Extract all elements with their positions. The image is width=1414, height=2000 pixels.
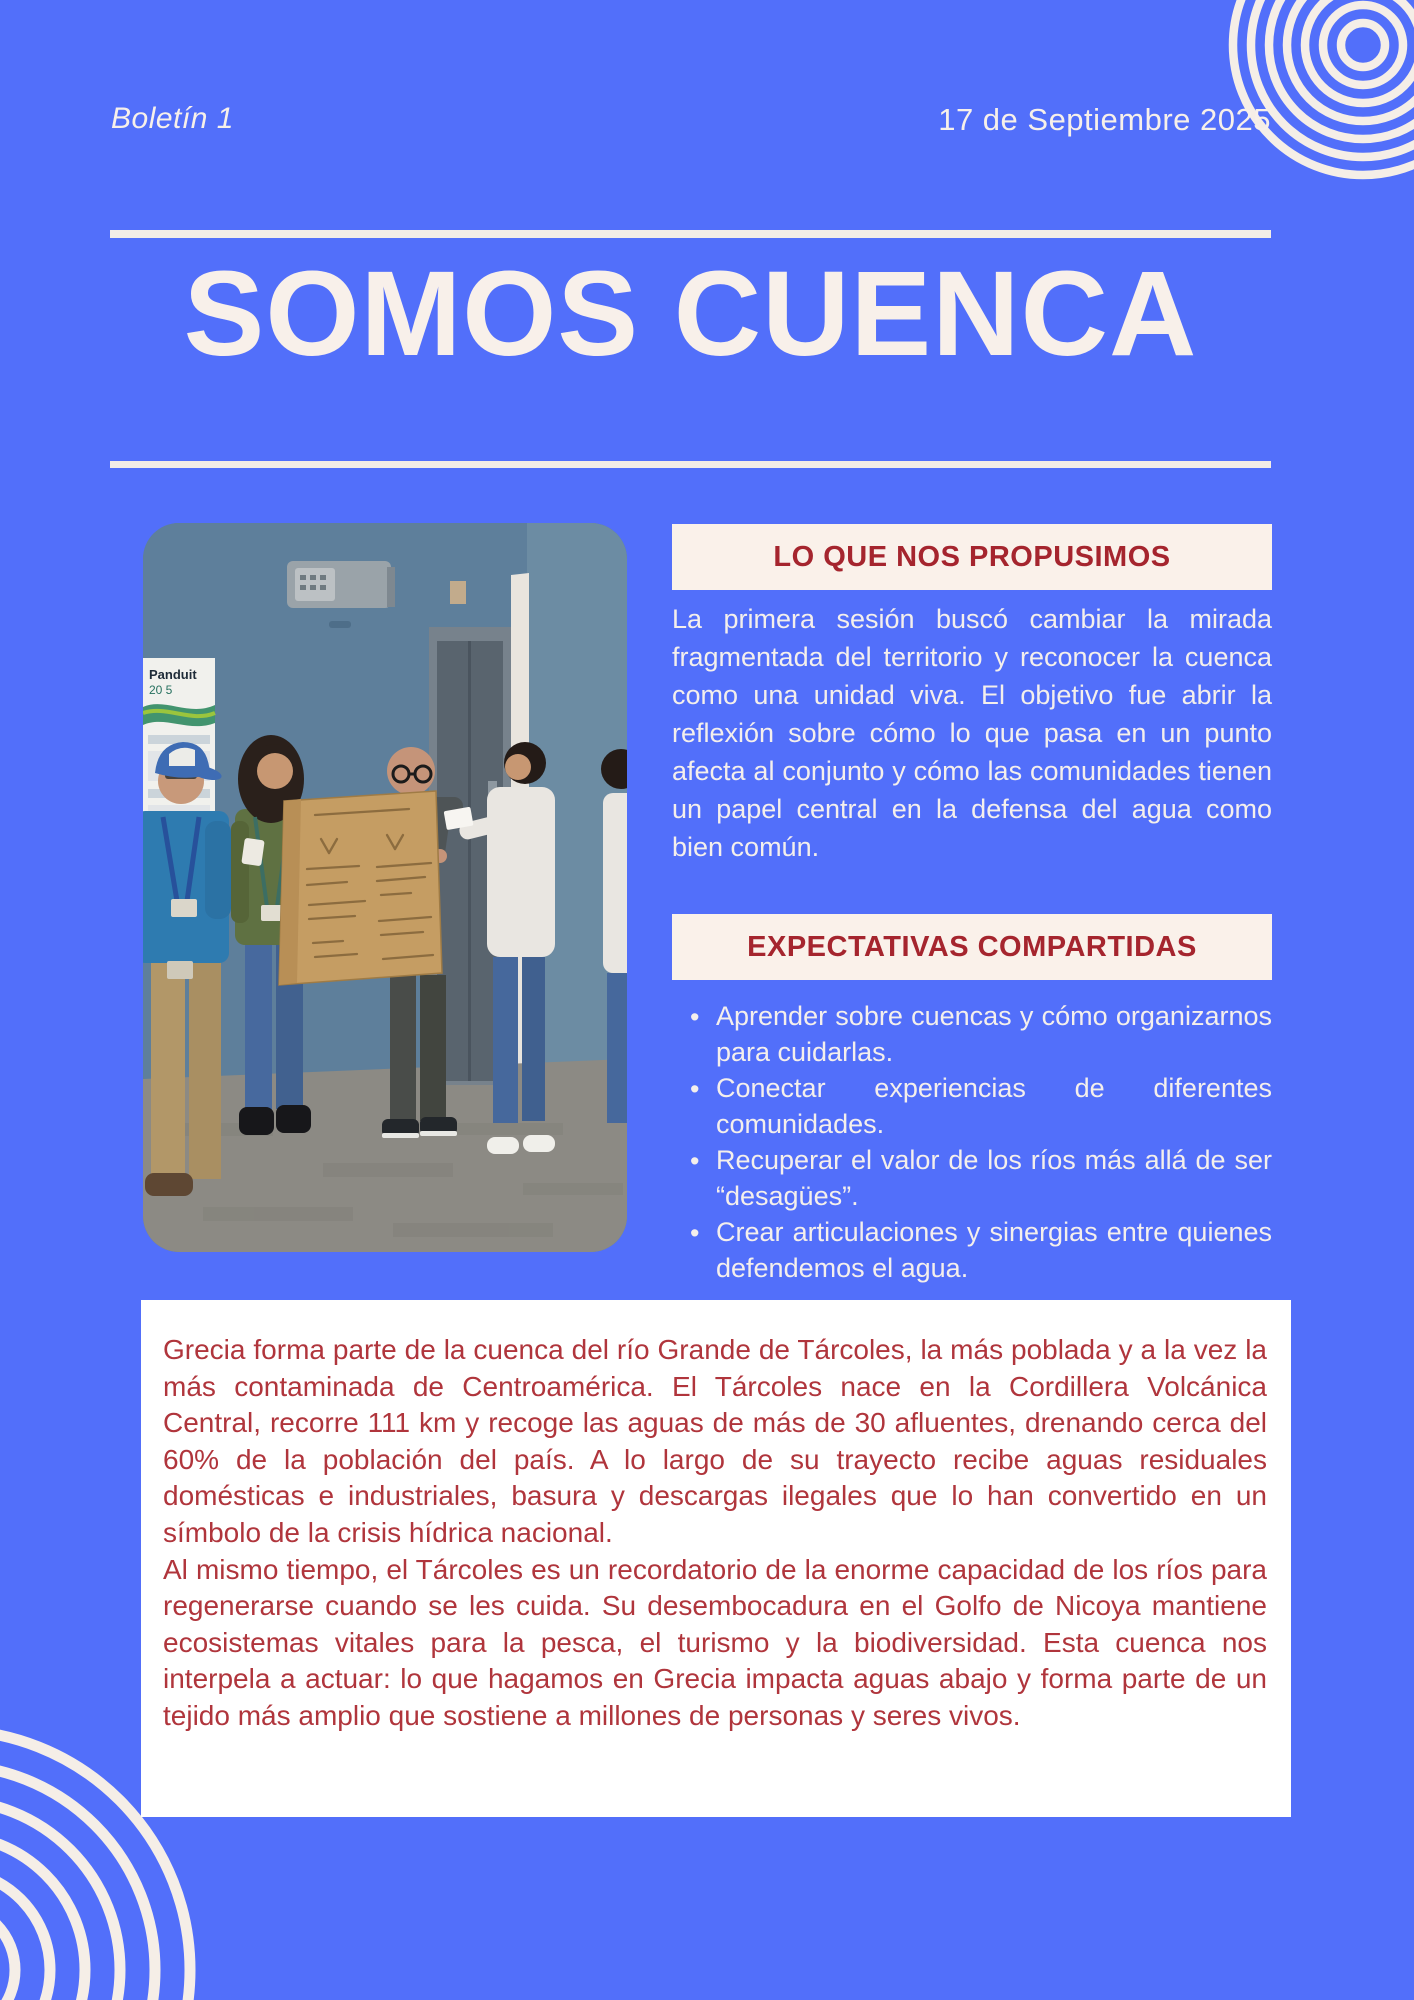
header-date: 17 de Septiembre 2025 xyxy=(938,102,1271,137)
bullet-item xyxy=(672,1142,1272,1214)
workshop-photo xyxy=(143,523,627,1252)
bullet-item xyxy=(672,1214,1272,1286)
issue-label: Boletín 1 xyxy=(111,102,234,135)
propusimos-paragraph: La primera sesión buscó cambiar la mirada fragmentada del territorio y reconocer la cuenca como una unidad viva. El objetivo fue abrir la reflexión sobre cómo lo que pasa en un punto afecta al conjunto y cómo las comunidades tienen un papel central en la defensa del agua como bien común. xyxy=(672,604,1272,862)
bullet-dot-icon: • xyxy=(690,1146,700,1176)
bullet-text: Conectar experiencias de diferentes comunidades. xyxy=(716,1073,1272,1139)
bullet-dot-icon: • xyxy=(690,1002,700,1032)
page-title: SOMOS CUENCA xyxy=(183,245,1198,381)
bullet-item xyxy=(672,1070,1272,1142)
cuenca-info-card xyxy=(141,1300,1291,1817)
bullet-dot-icon: • xyxy=(690,1218,700,1248)
bullet-dot-icon: • xyxy=(690,1074,700,1104)
svg-text:20 5: 20 5 xyxy=(149,683,173,697)
concentric-circles-top-right-icon xyxy=(1204,0,1414,190)
cuenca-paragraph-2: Al mismo tiempo, el Tárcoles es un recordatorio de la enorme capacidad de los ríos para regenerarse cuando se les cuida. Su desembocadura en el Golfo de Nicoya mantiene ecosistemas vitales para la pesca, el turismo y la biodiversidad. Esta cuenca nos interpela a actuar: lo que hagamos en Grecia impacta aguas abajo y forma parte de un tejido más amplio que sostiene a millones de personas y seres vivos. xyxy=(163,1553,1267,1731)
svg-text:Panduit: Panduit xyxy=(149,667,197,682)
bullet-text: Recuperar el valor de los ríos más allá de ser “desagües”. xyxy=(716,1145,1272,1211)
kraft-paper xyxy=(279,791,442,985)
divider-under-title xyxy=(110,461,1271,468)
bullet-text: Aprender sobre cuencas y cómo organizarnos para cuidarlas. xyxy=(716,1001,1272,1067)
bullet-text: Crear articulaciones y sinergias entre quienes defendemos el agua. xyxy=(716,1217,1272,1283)
expectativas-bullet-list xyxy=(672,998,1272,1286)
bullet-item xyxy=(672,998,1272,1070)
section-heading-expectativas: EXPECTATIVAS COMPARTIDAS xyxy=(672,914,1272,980)
divider-top xyxy=(110,230,1271,238)
wall-plate xyxy=(450,581,466,604)
cuenca-paragraph-1: Grecia forma parte de la cuenca del río Grande de Tárcoles, la más poblada y a la vez la más contaminada de Centroamérica. El Tárcoles nace en la Cordillera Volcánica Central, recorre 111 km y recoge las aguas de más de 30 afluentes, drenando cerca del 60% de la población del país. A lo largo de su trayecto recibe aguas residuales domésticas e industriales, basura y descargas ilegales que lo han convertido en un símbolo de la crisis hídrica nacional. xyxy=(163,1334,1267,1548)
section-heading-propusimos: LO QUE NOS PROPUSIMOS xyxy=(672,524,1272,590)
